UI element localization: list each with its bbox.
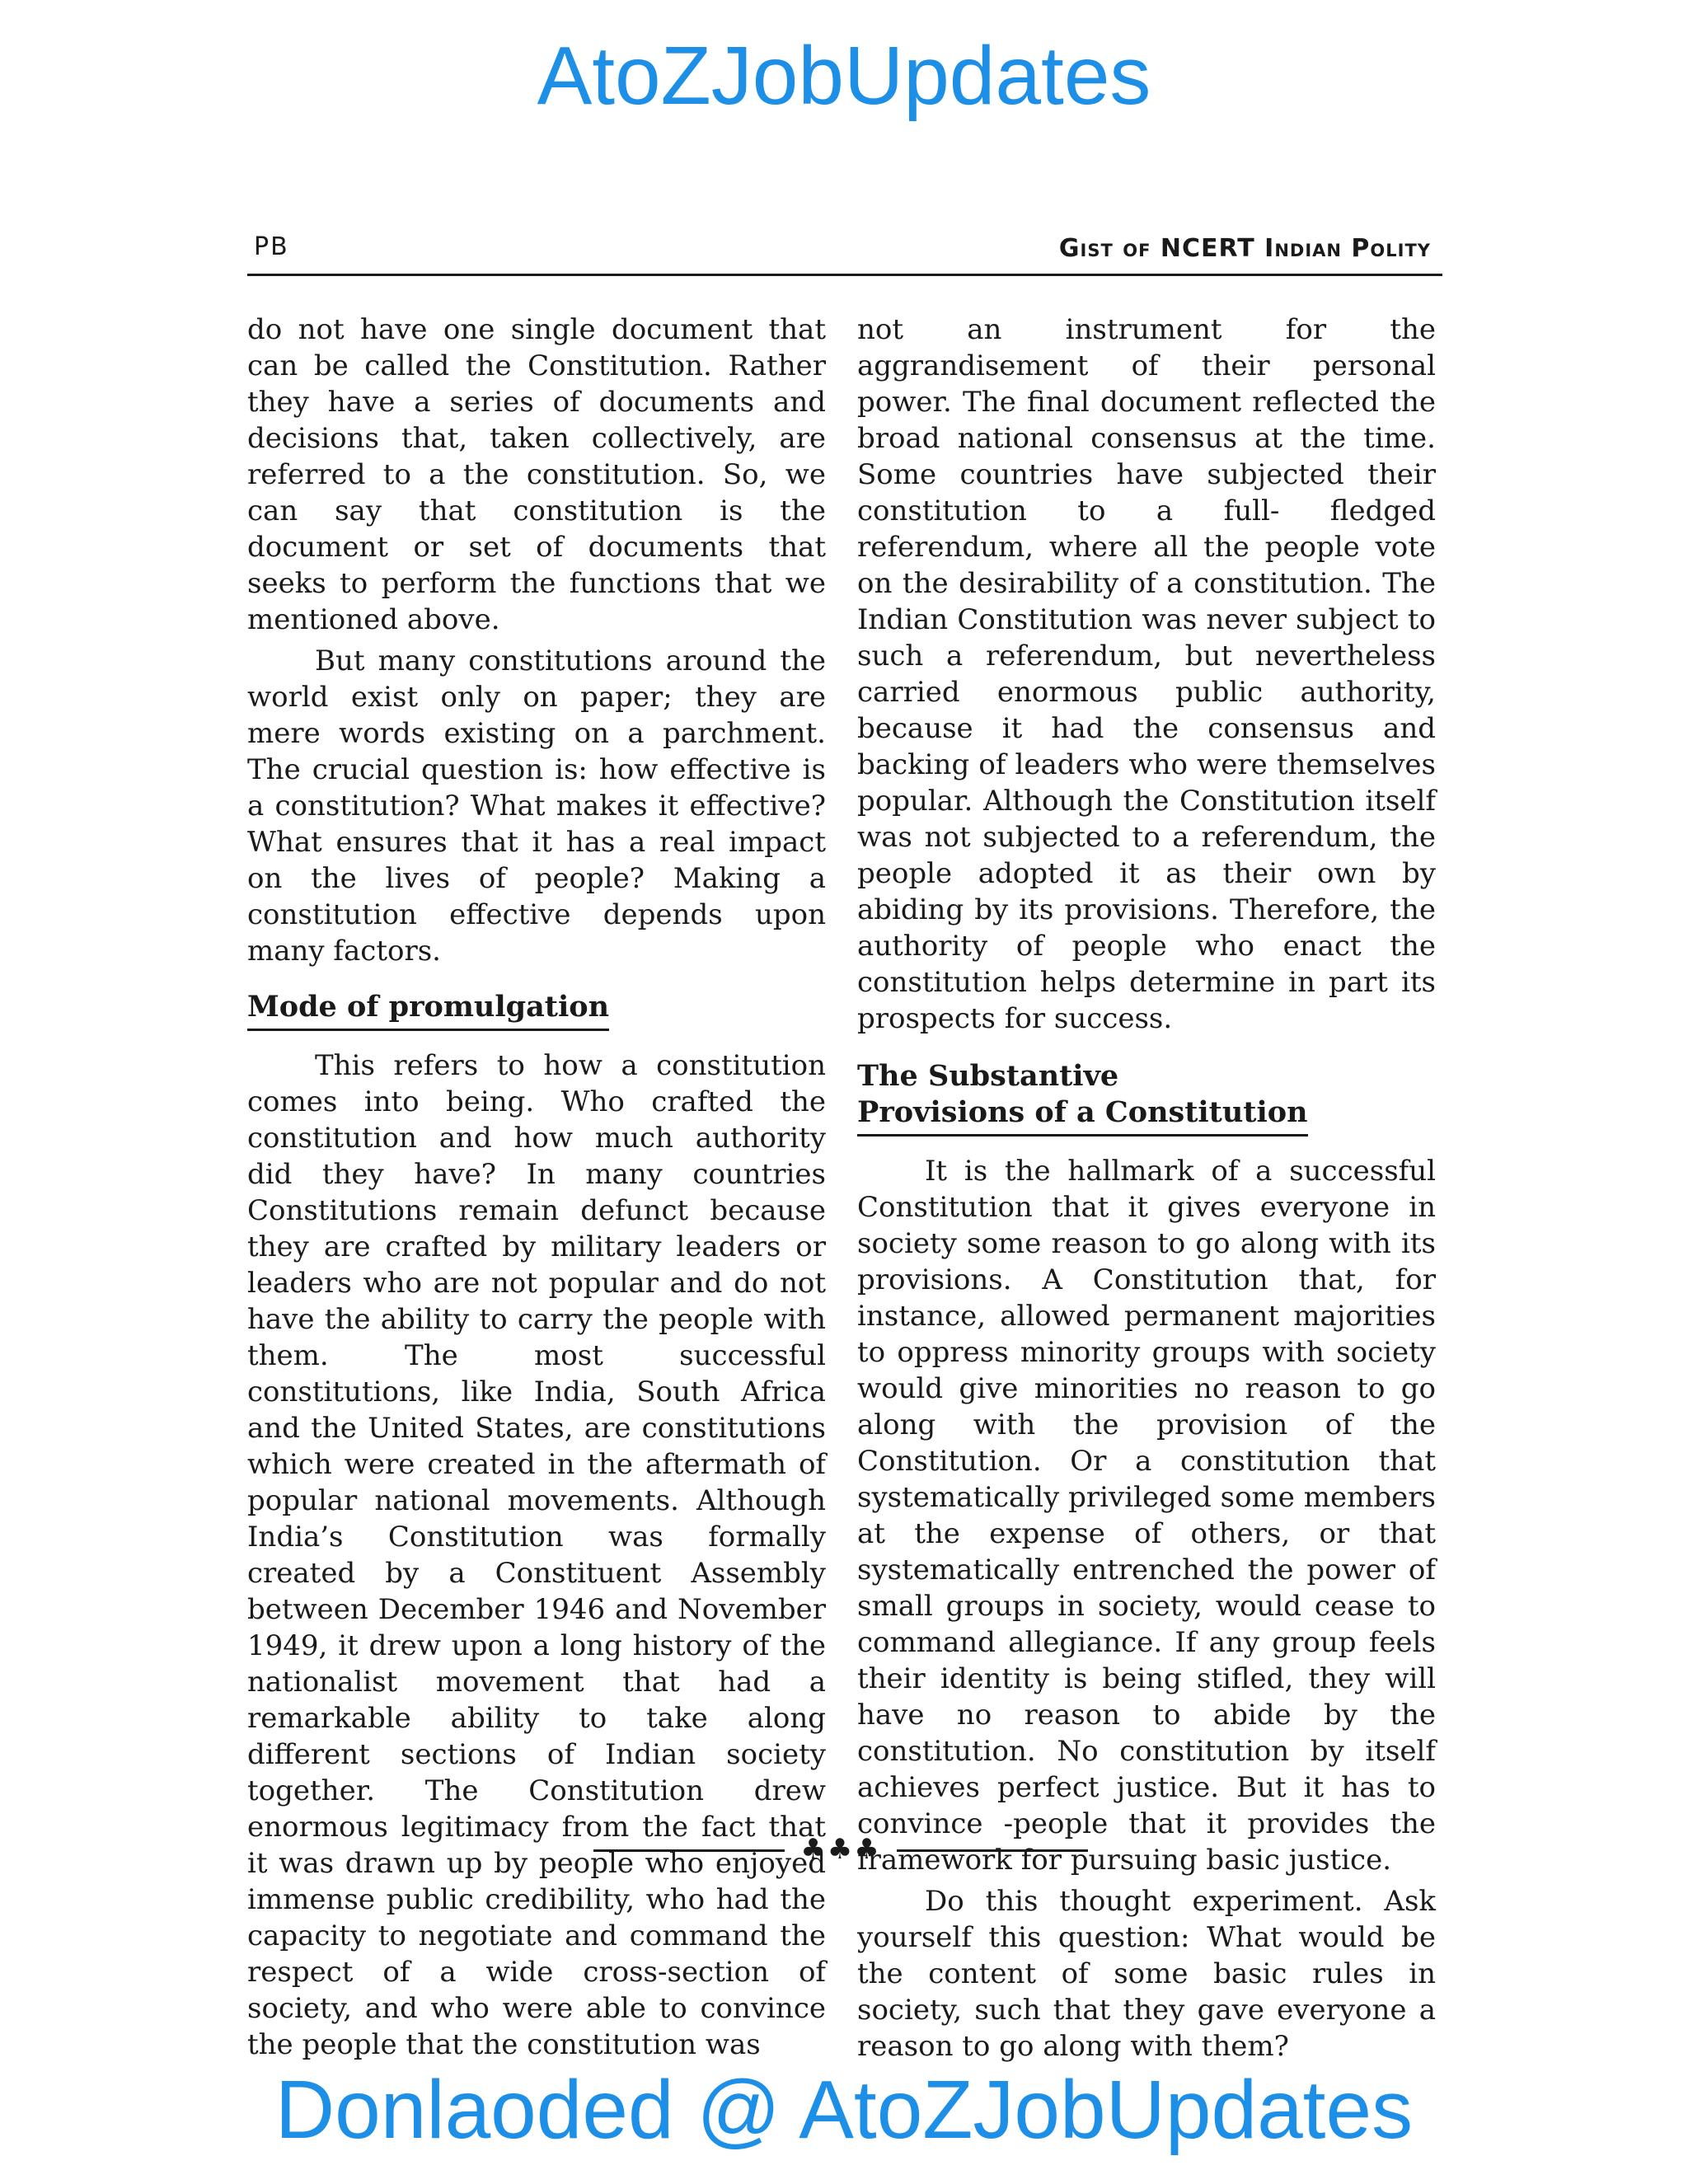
- section-heading-substantive-provisions: Provisions of a Constitution: [857, 1094, 1308, 1137]
- paragraph: do not have one single document that can be called the Constitution. Rather they have a series of documents and decisions that, taken collectively, are referred to a the constitution. So, we can say that constitution is the document or set of documents that seeks to perform the functions that we mentioned above.: [247, 313, 826, 636]
- book-title: Gist of NCERT Indian Polity: [1058, 234, 1431, 263]
- club-ornament-icon: ♣♣♣: [800, 1833, 881, 1866]
- end-ornament: [593, 1831, 1088, 1868]
- section-heading-block: [247, 989, 826, 1031]
- ornament-rule: [897, 1849, 1088, 1852]
- ornament-rule: [593, 1849, 785, 1852]
- page-code: PB: [254, 232, 289, 261]
- section-heading-block: [857, 1058, 1436, 1137]
- section-heading-mode-of-promulgation: Mode of promulgation: [247, 989, 609, 1031]
- paragraph: But many constitutions around the world exist only on paper; they are mere words existing on a parchment. The crucial question is: how effective is a constitution? What makes it effective? What ensures that it has a real impact on the lives of people? Making a constitution effective depends upon many factors.: [247, 644, 826, 968]
- paragraph: It is the hallmark of a successful Constitution that it gives everyone in society some reason to go along with its provisions. A Constitution that, for instance, allowed permanent majorities to oppress minority groups with society would give minorities no reason to go along with the provision of the Constitution. Or a constitution that systematically privileged some members at the expense of others, or that systematically entrenched the power of small groups in society, would cease to command allegiance. If any group feels their identity is being stifled, they will have no reason to abide by the constitution. No constitution by itself achieves perfect justice. But it has to convince -people that it provides the framework for pursuing basic justice.: [857, 1155, 1436, 1877]
- section-heading-line: The Substantive: [857, 1059, 1119, 1093]
- paragraph: This refers to how a constitution comes into being. Who crafted the constitution and how much authority did they have? In many countries Constitutions remain defunct because they are crafted by military leaders or leaders who are not popular and do not have the ability to carry the people with them. The most successful constitutions, like India, South Africa and the United States, are constitutions which were created in the aftermath of popular national movements. Although India’s Constitution was formally created by a Constituent Assembly between December 1946 and November 1949, it drew upon a long history of the nationalist movement that had a remarkable ability to take along different sections of Indian society together. The Constitution drew enormous legitimacy from the fact that it was drawn up by people who enjoyed immense public credibility, who had the capacity to negotiate and command the respect of a wide cross-section of society, and who were able to convince the people that the constitution was: [247, 1049, 826, 2061]
- right-column: [857, 312, 1436, 2064]
- paragraph: Do this thought experiment. Ask yourself this question: What would be the content of some basic rules in society, such that they gave everyone a reason to go along with them?: [857, 1885, 1436, 2063]
- left-column: [247, 312, 826, 2063]
- watermark-bottom: Donlaoded @ AtoZJobUpdates: [274, 2064, 1414, 2156]
- running-header: [247, 231, 1442, 276]
- watermark-top: AtoZJobUpdates: [537, 30, 1151, 122]
- paragraph: not an instrument for the aggrandisement of their personal power. The final document reflected the broad national consensus at the time. Some countries have subjected their constitution to a full- fledged referendum, where all the people vote on the desirability of a constitution. The Indian Constitution was never subject to such a referendum, but nevertheless carried enormous public authority, because it had the consensus and backing of leaders who were themselves popular. Although the Constitution itself was not subjected to a referendum, the people adopted it as their own by abiding by its provisions. Therefore, the authority of people who enact the constitution helps determine in part its prospects for success.: [857, 313, 1436, 1035]
